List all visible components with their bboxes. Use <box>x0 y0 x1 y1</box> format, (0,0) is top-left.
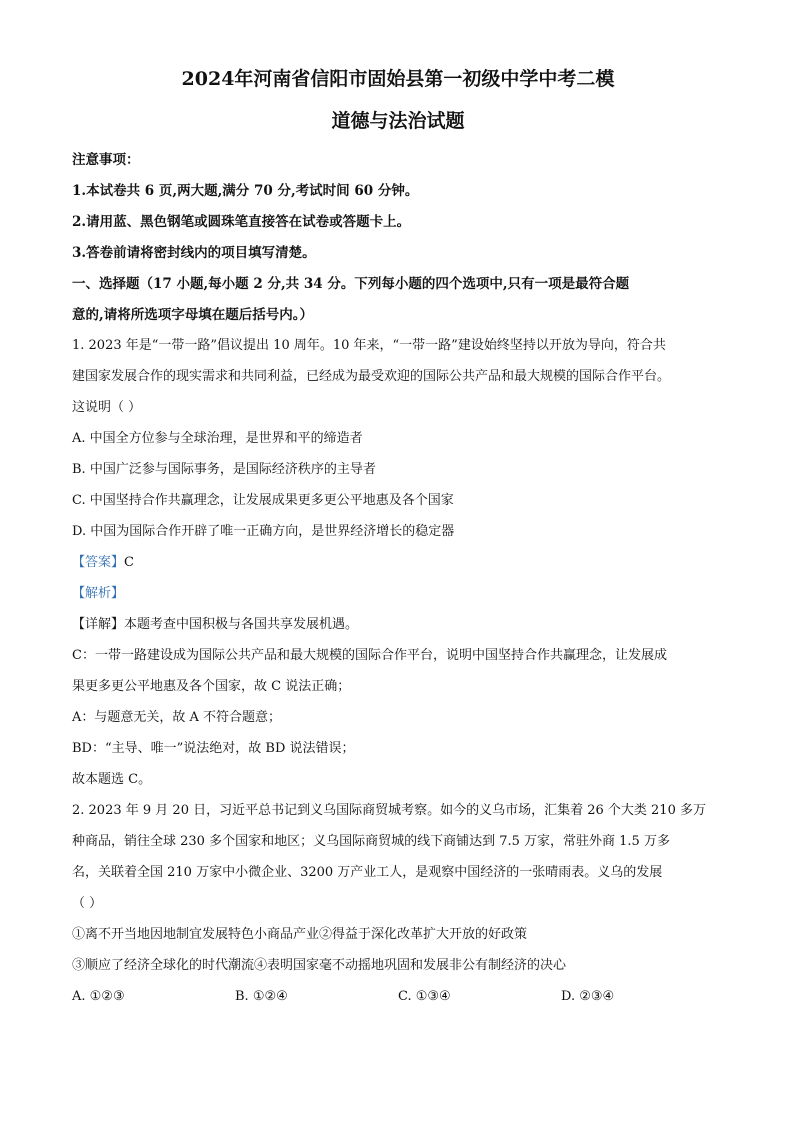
q1-explanation: BD：“主导、唯一”说法绝对，故 BD 说法错误； <box>72 741 355 756</box>
detail-label: 【详解】 <box>72 617 125 632</box>
q2-option-c: C. ①③④ <box>398 989 451 1004</box>
exam-page <box>72 62 724 1007</box>
q1-option-b: B. 中国广泛参与国际事务，是国际经济秩序的主导者 <box>72 462 376 477</box>
q1-explanation: A：与题意无关，故 A 不符合题意； <box>72 710 282 725</box>
q1-stem: 1. 2023 年是“一带一路”倡议提出 10 周年。10 年来，“一带一路”建设始终坚持以开放为导向，符合共 <box>72 338 666 353</box>
q1-option-a: A. 中国全方位参与全球治理，是世界和平的缔造者 <box>72 431 363 446</box>
q1-explanation: C：一带一路建设成为国际公共产品和最大规模的国际合作平台，说明中国坚持合作共赢理念，让发展成 <box>72 648 667 663</box>
notice-item: 1.本试卷共 6 页,两大题,满分 70 分,考试时间 60 分钟。 <box>72 183 419 199</box>
notice-item: 2.请用蓝、黑色钢笔或圆珠笔直接答在试卷或答题卡上。 <box>72 214 411 230</box>
q1-option-c: C. 中国坚持合作共赢理念，让发展成果更多更公平地惠及各个国家 <box>72 493 454 508</box>
analysis-label: 【解析】 <box>72 586 125 601</box>
q2-statement: ①离不开当地因地制宜发展特色小商品产业②得益于深化改革扩大开放的好政策 <box>72 927 528 942</box>
q2-stem: 种商品，销往全球 230 多个国家和地区；义乌国际商贸城的线下商铺达到 7.5 万家，常驻外商 1.5 万多 <box>72 834 670 849</box>
answer-value: C <box>124 555 134 570</box>
q2-statement: ③顺应了经济全球化的时代潮流④表明国家毫不动摇地巩固和发展非公有制经济的决心 <box>72 958 567 973</box>
notice-heading: 注意事项： <box>72 152 140 168</box>
q2-stem: 2. 2023 年 9 月 20 日，习近平总书记到义乌国际商贸城考察。如今的义乌市场，汇集着 26 个大类 210 多万 <box>72 803 706 818</box>
answer-label: 【答案】 <box>72 555 125 570</box>
page-title: 2024年河南省信阳市固始县第一初级中学中考二模 <box>181 68 615 90</box>
page-subtitle: 道德与法治试题 <box>331 110 465 132</box>
q1-explanation: 果更多更公平地惠及各个国家，故 C 说法正确； <box>72 679 351 694</box>
q2-option-b: B. ①②④ <box>235 989 288 1004</box>
q1-option-d: D. 中国为国际合作开辟了唯一正确方向，是世界经济增长的稳定器 <box>72 524 455 539</box>
detail-text: 本题考查中国积极与各国共享发展机遇。 <box>124 617 359 632</box>
q1-detail <box>72 615 724 635</box>
q2-options <box>72 987 724 1007</box>
q1-stem: 这说明（ ） <box>72 400 142 415</box>
q2-option-a: A. ①②③ <box>72 989 125 1004</box>
q2-stem: （ ） <box>72 896 103 911</box>
section-heading: 一、选择题（17 小题,每小题 2 分,共 34 分。下列每小题的四个选项中,只有一项是最符合题 <box>72 276 630 292</box>
q2-option-d: D. ②③④ <box>561 989 615 1004</box>
notice-item: 3.答卷前请将密封线内的项目填写清楚。 <box>72 245 316 261</box>
q2-stem: 名，关联着全国 210 万家中小微企业、3200 万产业工人，是观察中国经济的一张晴雨表。义乌的发展 <box>72 865 663 880</box>
q1-explanation: 故本题选 C。 <box>72 772 152 787</box>
section-heading-cont: 意的,请将所选项字母填在题后括号内。） <box>72 307 313 323</box>
q1-stem: 建国家发展合作的现实需求和共同利益，已经成为最受欢迎的国际公共产品和最大规模的国际合作平台。 <box>72 369 671 384</box>
q1-answer <box>72 553 724 573</box>
